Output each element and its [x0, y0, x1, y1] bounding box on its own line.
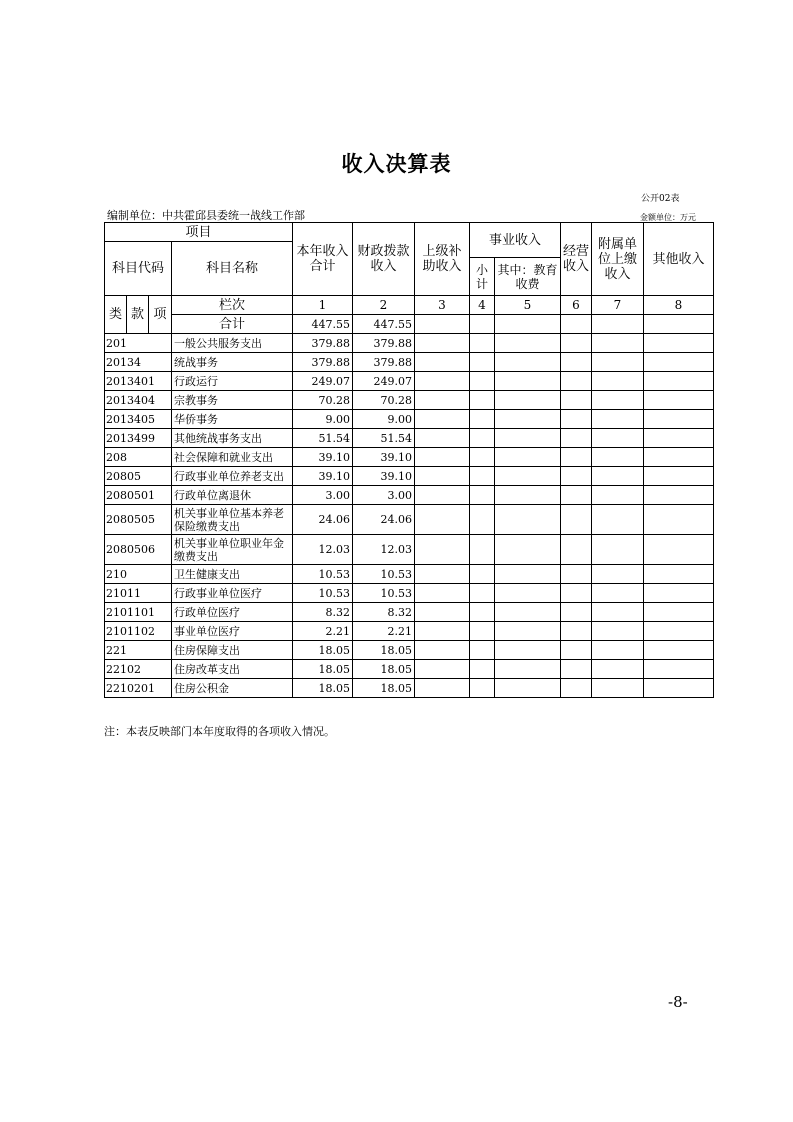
table-row [105, 535, 714, 565]
fiscal-income-value: 2.21 [353, 622, 415, 641]
column-number: 8 [644, 296, 714, 315]
subject-code: 20134 [105, 353, 172, 372]
header-business-income: 事业收入 [470, 223, 561, 258]
table-row [105, 410, 714, 429]
empty-cell [644, 565, 714, 584]
empty-cell [495, 372, 561, 391]
column-number: 2 [353, 296, 415, 315]
subject-name: 机关事业单位职业年金缴费支出 [172, 535, 293, 565]
empty-cell [592, 535, 644, 565]
empty-cell [470, 679, 495, 698]
empty-cell [561, 334, 592, 353]
fiscal-income-value: 18.05 [353, 641, 415, 660]
subject-name: 行政单位离退休 [172, 486, 293, 505]
total-income-value: 447.55 [293, 315, 353, 334]
empty-cell [470, 603, 495, 622]
empty-cell [561, 429, 592, 448]
column-number: 1 [293, 296, 353, 315]
empty-cell [495, 603, 561, 622]
header-item: 项目 [105, 223, 293, 242]
subject-name: 行政事业单位养老支出 [172, 467, 293, 486]
empty-cell [415, 641, 470, 660]
total-income-value: 39.10 [293, 467, 353, 486]
header-fiscal-income: 财政拨款 收入 [353, 223, 415, 296]
subject-code: 22102 [105, 660, 172, 679]
header-other-income: 其他收入 [644, 223, 714, 296]
table-row [105, 391, 714, 410]
subject-name: 机关事业单位基本养老保险缴费支出 [172, 505, 293, 535]
total-income-value: 8.32 [293, 603, 353, 622]
subject-name: 社会保障和就业支出 [172, 448, 293, 467]
empty-cell [415, 467, 470, 486]
empty-cell [415, 535, 470, 565]
fiscal-income-value: 10.53 [353, 565, 415, 584]
total-income-value: 3.00 [293, 486, 353, 505]
form-number: 公开02表 [641, 194, 680, 204]
table-row [105, 353, 714, 372]
subject-name: 卫生健康支出 [172, 565, 293, 584]
empty-cell [561, 603, 592, 622]
header-subject-code: 科目代码 [105, 242, 172, 296]
empty-cell [561, 535, 592, 565]
empty-cell [495, 641, 561, 660]
empty-cell [592, 505, 644, 535]
empty-cell [495, 429, 561, 448]
empty-cell [495, 410, 561, 429]
empty-cell [415, 622, 470, 641]
fiscal-income-value: 39.10 [353, 448, 415, 467]
header-xiang: 项 [149, 296, 172, 334]
page-title: 收入决算表 [341, 151, 452, 176]
empty-cell [644, 410, 714, 429]
empty-cell [644, 467, 714, 486]
fiscal-income-value: 12.03 [353, 535, 415, 565]
fiscal-income-value: 24.06 [353, 505, 415, 535]
subject-code: 21011 [105, 584, 172, 603]
header-lei: 类 [105, 296, 127, 334]
total-income-value: 10.53 [293, 565, 353, 584]
table-row [105, 603, 714, 622]
table-row [105, 622, 714, 641]
total-income-value: 9.00 [293, 410, 353, 429]
empty-cell [644, 486, 714, 505]
empty-cell [415, 353, 470, 372]
fiscal-income-value: 18.05 [353, 679, 415, 698]
empty-cell [495, 486, 561, 505]
fiscal-income-value: 3.00 [353, 486, 415, 505]
empty-cell [644, 603, 714, 622]
table-note: 注：本表反映部门本年度取得的各项收入情况。 [104, 725, 335, 738]
total-income-value: 39.10 [293, 448, 353, 467]
empty-cell [415, 660, 470, 679]
money-unit: 金额单位：万元 [640, 213, 696, 222]
subject-code: 2101101 [105, 603, 172, 622]
fiscal-income-value: 379.88 [353, 334, 415, 353]
total-income-value: 2.21 [293, 622, 353, 641]
empty-cell [644, 334, 714, 353]
subject-code: 2013405 [105, 410, 172, 429]
empty-cell [415, 372, 470, 391]
total-income-value: 24.06 [293, 505, 353, 535]
subject-name: 住房保障支出 [172, 641, 293, 660]
empty-cell [470, 353, 495, 372]
header-total-income: 本年收入 合计 [293, 223, 353, 296]
empty-cell [495, 565, 561, 584]
empty-cell [470, 535, 495, 565]
empty-cell [592, 679, 644, 698]
empty-cell [644, 641, 714, 660]
empty-cell [644, 353, 714, 372]
table-row [105, 584, 714, 603]
empty-cell [495, 334, 561, 353]
empty-cell [592, 391, 644, 410]
empty-cell [561, 565, 592, 584]
income-table [104, 222, 714, 698]
fiscal-income-value: 9.00 [353, 410, 415, 429]
subject-name: 行政运行 [172, 372, 293, 391]
empty-cell [470, 622, 495, 641]
subject-name: 事业单位医疗 [172, 622, 293, 641]
empty-cell [592, 565, 644, 584]
subject-name: 宗教事务 [172, 391, 293, 410]
total-income-value: 379.88 [293, 334, 353, 353]
subject-code: 2210201 [105, 679, 172, 698]
subject-code: 2013404 [105, 391, 172, 410]
table-row [105, 372, 714, 391]
empty-cell [644, 429, 714, 448]
empty-cell [644, 584, 714, 603]
column-number: 3 [415, 296, 470, 315]
empty-cell [415, 429, 470, 448]
empty-cell [592, 372, 644, 391]
total-income-value: 51.54 [293, 429, 353, 448]
total-label: 合计 [172, 315, 293, 334]
table-row [105, 641, 714, 660]
empty-cell [592, 622, 644, 641]
empty-cell [561, 505, 592, 535]
header-kuan: 款 [127, 296, 149, 334]
empty-cell [561, 660, 592, 679]
empty-cell [644, 535, 714, 565]
empty-cell [592, 448, 644, 467]
empty-cell [470, 429, 495, 448]
empty-cell [470, 410, 495, 429]
column-number: 4 [470, 296, 495, 315]
table-row [105, 505, 714, 535]
empty-cell [644, 448, 714, 467]
total-income-value: 379.88 [293, 353, 353, 372]
header-education-fees: 其中：教育 收费 [495, 258, 561, 296]
empty-cell [592, 486, 644, 505]
empty-cell [495, 535, 561, 565]
header-upper-subsidy: 上级补 助收入 [415, 223, 470, 296]
header-subject-name: 科目名称 [172, 242, 293, 296]
total-income-value: 12.03 [293, 535, 353, 565]
subject-name: 住房公积金 [172, 679, 293, 698]
subject-code: 208 [105, 448, 172, 467]
empty-cell [644, 391, 714, 410]
empty-cell [470, 334, 495, 353]
table-row [105, 565, 714, 584]
empty-cell [470, 660, 495, 679]
empty-cell [470, 467, 495, 486]
empty-cell [415, 505, 470, 535]
empty-cell [495, 353, 561, 372]
total-income-value: 249.07 [293, 372, 353, 391]
page-number: -8- [668, 993, 688, 1011]
empty-cell [592, 584, 644, 603]
subject-name: 住房改革支出 [172, 660, 293, 679]
empty-cell [561, 679, 592, 698]
fiscal-income-value: 379.88 [353, 353, 415, 372]
table-row [105, 334, 714, 353]
subject-code: 2080506 [105, 535, 172, 565]
empty-cell [495, 584, 561, 603]
subject-name: 行政事业单位医疗 [172, 584, 293, 603]
total-income-value: 18.05 [293, 679, 353, 698]
fiscal-income-value: 39.10 [353, 467, 415, 486]
total-income-value: 10.53 [293, 584, 353, 603]
subject-name: 行政单位医疗 [172, 603, 293, 622]
empty-cell [644, 372, 714, 391]
subject-code: 210 [105, 565, 172, 584]
empty-cell [415, 565, 470, 584]
empty-cell [415, 334, 470, 353]
subject-code: 201 [105, 334, 172, 353]
subject-name: 统战事务 [172, 353, 293, 372]
empty-cell [415, 603, 470, 622]
subject-name: 其他统战事务支出 [172, 429, 293, 448]
empty-cell [470, 448, 495, 467]
empty-cell [470, 584, 495, 603]
table-row [105, 486, 714, 505]
empty-cell [561, 353, 592, 372]
empty-cell [415, 448, 470, 467]
empty-cell [592, 429, 644, 448]
empty-cell [561, 391, 592, 410]
table-row [105, 467, 714, 486]
empty-cell [495, 660, 561, 679]
empty-cell [592, 603, 644, 622]
empty-cell [561, 622, 592, 641]
empty-cell [644, 679, 714, 698]
empty-cell [644, 622, 714, 641]
empty-cell [592, 353, 644, 372]
fiscal-income-value: 8.32 [353, 603, 415, 622]
empty-cell [561, 448, 592, 467]
column-number: 7 [592, 296, 644, 315]
subject-code: 2101102 [105, 622, 172, 641]
empty-cell [561, 467, 592, 486]
compiling-unit: 编制单位：中共霍邱县委统一战线工作部 [107, 209, 305, 222]
total-income-value: 70.28 [293, 391, 353, 410]
subject-name: 一般公共服务支出 [172, 334, 293, 353]
column-number: 6 [561, 296, 592, 315]
empty-cell [470, 486, 495, 505]
empty-cell [415, 391, 470, 410]
table-row [105, 448, 714, 467]
subject-code: 2080505 [105, 505, 172, 535]
fiscal-income-value: 51.54 [353, 429, 415, 448]
empty-cell [592, 660, 644, 679]
empty-cell [592, 410, 644, 429]
header-subtotal: 小 计 [470, 258, 495, 296]
empty-cell [561, 410, 592, 429]
header-column-no: 栏次 [172, 296, 293, 315]
empty-cell [495, 467, 561, 486]
fiscal-income-value: 249.07 [353, 372, 415, 391]
empty-cell [644, 660, 714, 679]
subject-code: 221 [105, 641, 172, 660]
subject-code: 2013499 [105, 429, 172, 448]
empty-cell [561, 372, 592, 391]
table-row [105, 660, 714, 679]
empty-cell [644, 505, 714, 535]
empty-cell [415, 584, 470, 603]
table-row [105, 679, 714, 698]
header-affiliated-income: 附属单 位上缴 收入 [592, 223, 644, 296]
empty-cell [415, 486, 470, 505]
subject-name: 华侨事务 [172, 410, 293, 429]
subject-code: 20805 [105, 467, 172, 486]
total-income-value: 18.05 [293, 641, 353, 660]
subject-code: 2080501 [105, 486, 172, 505]
empty-cell [495, 622, 561, 641]
header-operating-income: 经营 收入 [561, 223, 592, 296]
empty-cell [470, 565, 495, 584]
empty-cell [470, 641, 495, 660]
empty-cell [415, 679, 470, 698]
empty-cell [495, 505, 561, 535]
empty-cell [561, 641, 592, 660]
total-income-value: 18.05 [293, 660, 353, 679]
subject-code: 2013401 [105, 372, 172, 391]
empty-cell [495, 679, 561, 698]
empty-cell [495, 448, 561, 467]
empty-cell [470, 505, 495, 535]
empty-cell [495, 391, 561, 410]
empty-cell [470, 391, 495, 410]
fiscal-income-value: 70.28 [353, 391, 415, 410]
empty-cell [415, 410, 470, 429]
empty-cell [561, 584, 592, 603]
empty-cell [470, 372, 495, 391]
fiscal-income-value: 18.05 [353, 660, 415, 679]
fiscal-income-value: 10.53 [353, 584, 415, 603]
empty-cell [592, 334, 644, 353]
total-fiscal-value: 447.55 [353, 315, 415, 334]
table-row [105, 429, 714, 448]
empty-cell [561, 486, 592, 505]
empty-cell [592, 467, 644, 486]
empty-cell [592, 641, 644, 660]
column-number: 5 [495, 296, 561, 315]
